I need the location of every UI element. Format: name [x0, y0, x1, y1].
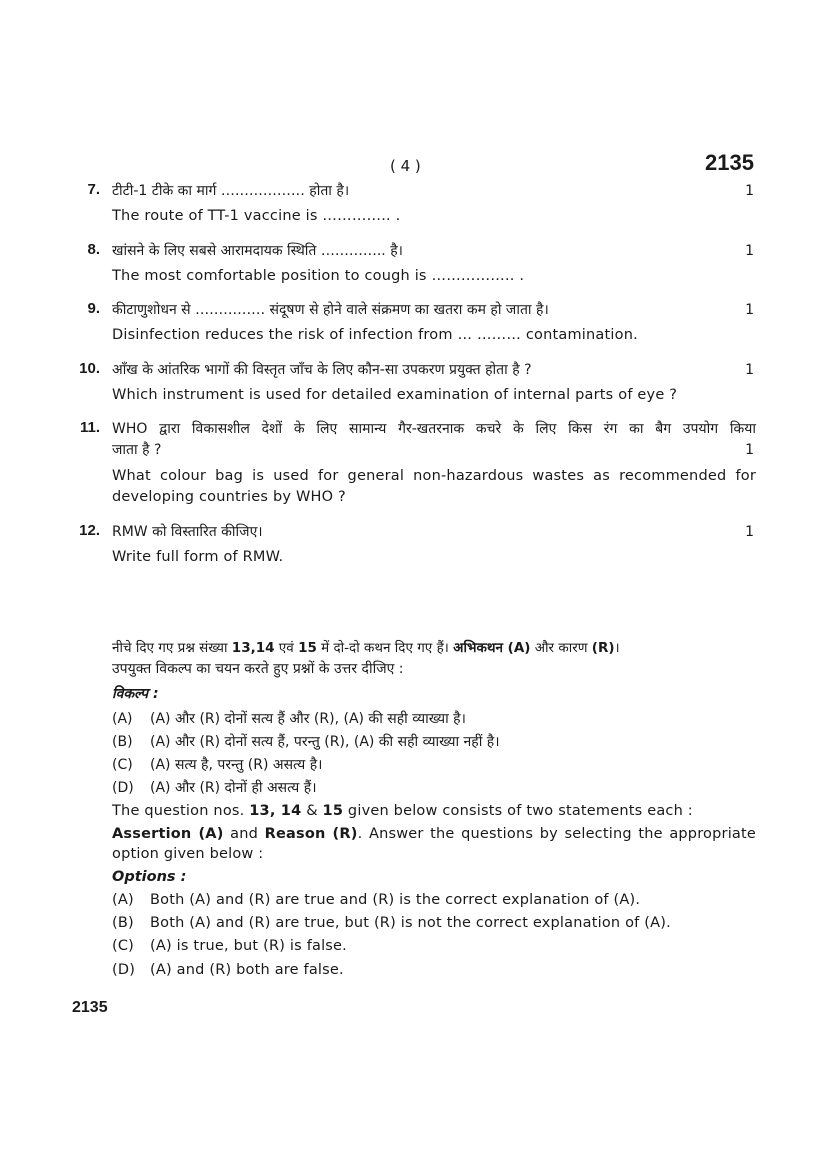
- option-hindi-a: (A) (A) और (R) दोनों सत्य हैं और (R), (A) की सही व्याख्या है।: [112, 711, 466, 727]
- instructions-english-line1: The question nos. 13, 14 & 15 given below consists of two statements each :: [112, 803, 693, 819]
- option-hindi-b: (B) (A) और (R) दोनों सत्य हैं, परन्तु (R), (A) की सही व्याख्या नहीं है।: [112, 734, 500, 750]
- question-hindi: टीटी-1 टीके का मार्ग ……………… होता है।: [112, 183, 350, 199]
- question-number: 7.: [87, 181, 100, 198]
- question-hindi: खांसने के लिए सबसे आरामदायक स्थिति ………….. है।: [112, 243, 403, 259]
- question-hindi: कीटाणुशोधन से …………… संदूषण से होने वाले संक्रमण का खतरा कम हो जाता है।: [112, 302, 549, 318]
- paper-code: 2135: [705, 150, 754, 175]
- question-hindi: आँख के आंतरिक भागों की विस्तृत जाँच के लिए कौन-सा उपकरण प्रयुक्त होता है ?: [112, 362, 532, 378]
- question-english: Disinfection reduces the risk of infection from … ……… contamination.: [112, 327, 638, 343]
- question-number: 9.: [87, 300, 100, 317]
- page-number: ( 4 ): [390, 157, 421, 175]
- options-heading-hindi: विकल्प :: [112, 686, 159, 702]
- question-marks: 1: [745, 302, 754, 318]
- option-english-d: (D) (A) and (R) both are false.: [112, 962, 344, 978]
- option-english-a: (A) Both (A) and (R) are true and (R) is the correct explanation of (A).: [112, 892, 641, 908]
- option-hindi-c: (C) (A) सत्य है, परन्तु (R) असत्य है।: [112, 757, 323, 773]
- question-english: Write full form of RMW.: [112, 549, 284, 565]
- option-hindi-d: (D) (A) और (R) दोनों ही असत्य हैं।: [112, 780, 317, 796]
- question-marks: 1: [745, 243, 754, 259]
- question-hindi: RMW को विस्तारित कीजिए।: [112, 524, 263, 540]
- question-marks: 1: [745, 524, 754, 540]
- option-english-b: (B) Both (A) and (R) are true, but (R) is not the correct explanation of (A).: [112, 915, 671, 931]
- question-hindi-line2: जाता है ?: [112, 442, 162, 458]
- option-english-c: (C) (A) is true, but (R) is false.: [112, 938, 347, 954]
- question-english: Which instrument is used for detailed examination of internal parts of eye ?: [112, 387, 678, 403]
- question-english: The route of TT-1 vaccine is ………….. .: [112, 208, 401, 224]
- instructions-hindi-line2: उपयुक्त विकल्प का चयन करते हुए प्रश्नों के उत्तर दीजिए :: [112, 661, 404, 677]
- instructions-hindi-line1: नीचे दिए गए प्रश्न संख्या 13,14 एवं 15 में दो-दो कथन दिए गए हैं। अभिकथन (A) और कारण (R)।: [112, 640, 620, 656]
- question-english: The most comfortable position to cough is …………….. .: [112, 268, 525, 284]
- question-marks: 1: [745, 362, 754, 378]
- options-heading-english: Options :: [112, 869, 187, 885]
- footer-paper-code: 2135: [72, 999, 108, 1016]
- question-number: 12.: [79, 522, 100, 539]
- question-marks: 1: [745, 442, 754, 458]
- instructions-english-body: Assertion (A) and Reason (R). Answer the questions by selecting the appropriate option given below :: [112, 826, 757, 862]
- question-english: What colour bag is used for general non-hazardous wastes as recommended for developing countries by WHO ?: [112, 468, 756, 505]
- question-marks: 1: [745, 183, 754, 199]
- question-hindi-line1: WHO द्वारा विकासशील देशों के लिए सामान्य गैर-खतरनाक कचरे के लिए किस रंग का बैग उपयोग किया: [112, 421, 756, 437]
- question-number: 10.: [79, 360, 100, 377]
- question-number: 11.: [79, 419, 100, 436]
- question-number: 8.: [87, 241, 100, 258]
